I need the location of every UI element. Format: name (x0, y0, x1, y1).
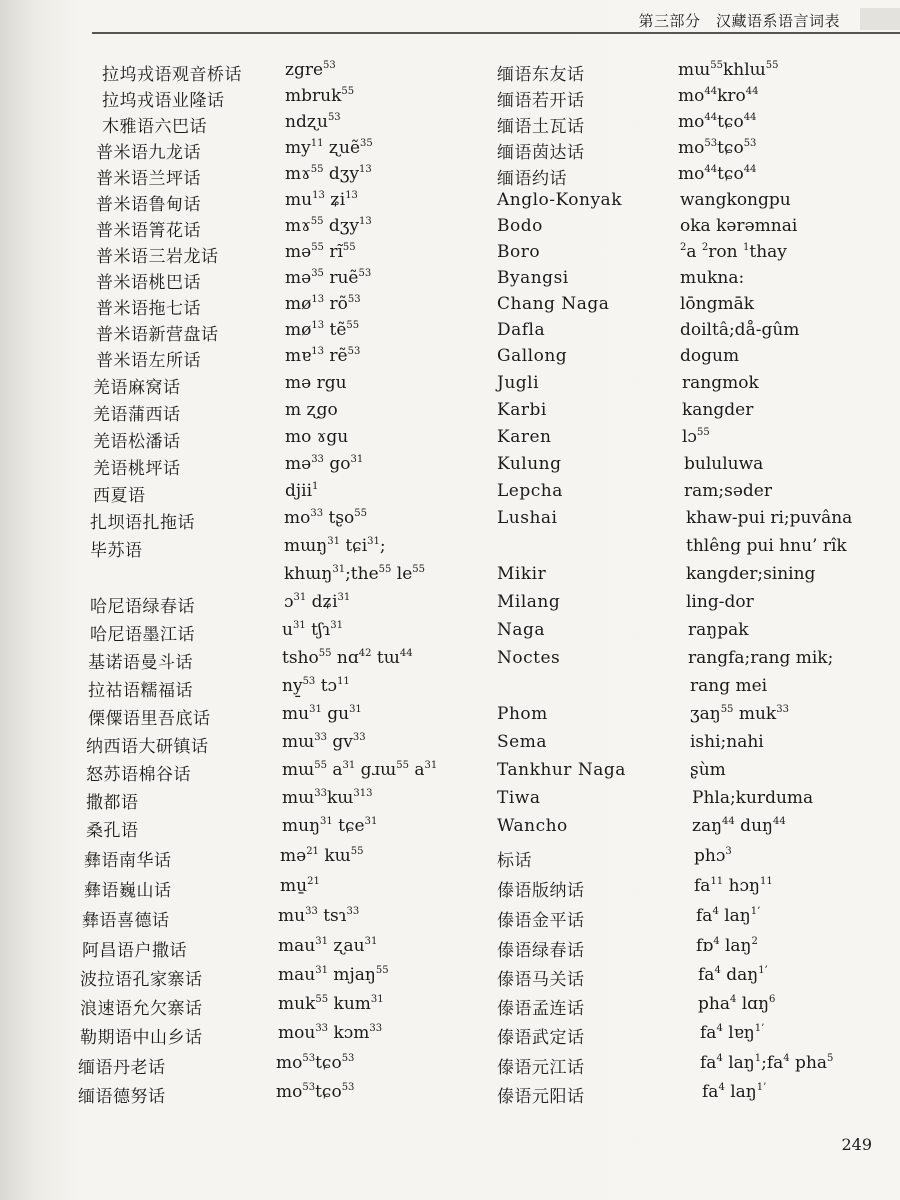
right-word-form: kangder;sining (686, 564, 816, 584)
right-language-name: 傣语马关话 (497, 970, 585, 990)
left-word-form: mɐ$^{13}$ rẽ$^{53}$ (285, 346, 361, 366)
left-word-form: $u^{31}$ tʃɿ$^{31}$ (282, 620, 343, 640)
left-word-form: mɤ$^{55}$ dʒy$^{13}$ (285, 164, 372, 184)
right-language-name: Karen (497, 427, 552, 447)
left-language-name: 羌语桃坪话 (93, 459, 181, 479)
left-language-name: 普米语左所话 (96, 351, 201, 371)
left-word-form: mu̱$^{21}$ (280, 876, 320, 896)
left-language-name: 普米语新营盘话 (96, 325, 219, 345)
left-word-form: mou$^{33}$ kɔm$^{33}$ (278, 1023, 383, 1043)
right-word-form: $fa^4$ laŋ$^{1’}$ (696, 906, 761, 926)
left-word-form: mɤ$^{55}$ dʒy$^{13}$ (285, 216, 372, 236)
right-language-name: 缅语约话 (497, 169, 567, 189)
right-language-name: 傣语元阳话 (497, 1087, 585, 1107)
right-word-form: rangmok (682, 373, 759, 393)
right-language-name: Boro (497, 242, 541, 262)
right-language-name: 缅语茵达话 (497, 143, 585, 163)
left-language-name: 波拉语孔家寨话 (80, 970, 203, 990)
right-word-form: ling-dor (686, 592, 754, 612)
left-language-name: 普米语拖七话 (96, 299, 201, 319)
right-word-form: pha$^4$ lɑŋ$^6$ (698, 994, 776, 1014)
right-word-form: $mo^{44}tɕo^{44}$ (678, 164, 757, 184)
left-language-name: 彝语南华话 (84, 851, 172, 871)
left-word-form: mə$^{35}$ ruẽ$^{53}$ (285, 268, 372, 288)
left-word-form: mə$^{55}$ $rĩ^{55}$ (285, 242, 356, 262)
left-language-name: 普米语桃巴话 (96, 273, 201, 293)
left-word-form: mə$^{21}$ kɯ$^{55}$ (280, 846, 364, 866)
right-language-name: Tankhur Naga (497, 760, 626, 780)
left-language-name: 撒都语 (86, 793, 139, 813)
left-word-form: ny̱$^{53}$ tɔ$^{11}$ (282, 676, 350, 696)
left-language-name: 木雅语六巴话 (102, 117, 207, 137)
left-word-form: $mo^{53}tɕo^{53}$ (276, 1082, 355, 1102)
right-word-form: ishi;nahi (690, 732, 764, 752)
left-language-name: 毕苏语 (90, 541, 143, 561)
left-language-name: 怒苏语棉谷话 (86, 765, 191, 785)
left-word-form: muk$^{55}$ kum$^{31}$ (278, 994, 384, 1014)
right-language-name: Dafla (497, 320, 546, 340)
right-language-name: Wancho (497, 816, 568, 836)
right-language-name: Noctes (497, 648, 561, 668)
right-word-form: $fa^4$ daŋ$^{1’}$ (698, 965, 768, 985)
left-language-name: 哈尼语绿春话 (90, 597, 195, 617)
right-language-name: 傣语孟连话 (497, 999, 585, 1019)
right-language-name: 傣语元江话 (497, 1058, 585, 1078)
left-word-form: khɯŋ$^{31}$;the$^{55}$ $le^{55}$ (284, 564, 426, 584)
left-word-form: zgre$^{53}$ (285, 60, 336, 80)
left-language-name: 普米语鲁甸话 (96, 195, 201, 215)
left-word-form: mɯŋ$^{31}$ tɕi$^{31}$; (284, 536, 386, 556)
header-title: 第三部分 汉藏语系语言词表 (638, 12, 840, 30)
right-language-name: 傣语版纳话 (497, 881, 585, 901)
left-language-name: 彝语喜德话 (82, 911, 170, 931)
right-language-name: Gallong (497, 346, 568, 366)
right-word-form: kangder (682, 400, 754, 420)
left-language-name: 浪速语允欠寨话 (80, 999, 203, 1019)
right-language-name: Naga (497, 620, 546, 640)
left-language-name: 缅语丹老话 (78, 1058, 166, 1078)
right-word-form: $^2$a $^2$ron $^1$thay (680, 242, 787, 262)
left-language-name: 普米语箐花话 (96, 221, 201, 241)
right-word-form: phɔ$^3$ (694, 846, 732, 866)
right-language-name: 傣语武定话 (497, 1028, 585, 1048)
right-word-form: khaw-pui ri;puvâna (686, 508, 853, 528)
right-language-name: Phom (497, 704, 548, 724)
left-word-form: ɔ$^{31}$ dʑi$^{31}$ (284, 592, 351, 612)
right-language-name: Lepcha (497, 481, 563, 501)
right-language-name: Milang (497, 592, 561, 612)
right-language-name: 傣语绿春话 (497, 941, 585, 961)
right-language-name: Lushai (497, 508, 558, 528)
left-language-name: 普米语兰坪话 (96, 169, 201, 189)
right-language-name: Mikir (497, 564, 547, 584)
right-word-form: ram;səder (684, 481, 772, 501)
left-word-form: $mu^{33}$ tsɿ$^{33}$ (278, 906, 360, 926)
left-word-form: mau$^{31}$ mjaŋ$^{55}$ (278, 965, 389, 985)
left-language-name: 拉祜语糯福话 (88, 681, 193, 701)
right-word-form: lɔ$^{55}$ (682, 427, 710, 447)
right-word-form: ʒaŋ$^{55}$ muk$^{33}$ (690, 704, 789, 724)
running-header (92, 8, 900, 34)
left-language-name: 缅语德努话 (78, 1087, 166, 1107)
right-word-form: rangfa;rang mik; (688, 648, 834, 668)
left-language-name: 阿昌语户撒话 (82, 941, 187, 961)
left-language-name: 拉坞戎语业隆话 (102, 91, 225, 111)
left-language-name: 桑孔语 (86, 821, 139, 841)
left-word-form: $my^{11}$ ʐuẽ$^{35}$ (285, 138, 373, 158)
right-language-name: Sema (497, 732, 547, 752)
left-language-name: 普米语九龙话 (96, 143, 201, 163)
right-language-name: Jugli (497, 373, 540, 393)
right-language-name: Byangsi (497, 268, 569, 288)
left-word-form: $mo^{33}$ tʂo$^{55}$ (284, 508, 368, 528)
left-word-form: $mo^{53}tɕo^{53}$ (276, 1053, 355, 1073)
left-word-form: mɯ$^{33}$kɯ$^{313}$ (282, 788, 373, 808)
right-word-form: wangkongpu (680, 190, 791, 210)
left-language-name: 羌语松潘话 (93, 432, 181, 452)
left-word-form: muŋ$^{31}$ tɕe$^{31}$ (282, 816, 378, 836)
left-language-name: 羌语蒲西话 (93, 405, 181, 425)
left-word-form: mɯ$^{55}$ $a^{31}$ gɹɯ$^{55}$ $a^{31}$ (282, 760, 438, 780)
right-word-form: fɒ$^4$ laŋ$^2$ (696, 936, 758, 956)
left-word-form: mau$^{31}$ ʐau$^{31}$ (278, 936, 378, 956)
right-language-name: 缅语土瓦话 (497, 117, 585, 137)
left-language-name: 普米语三岩龙话 (96, 247, 219, 267)
right-language-name: Karbi (497, 400, 547, 420)
left-language-name: 羌语麻窝话 (93, 378, 181, 398)
right-language-name: 标话 (497, 851, 532, 871)
left-word-form: mə rgu (285, 373, 347, 393)
right-word-form: $mo^{53}tɕo^{53}$ (678, 138, 757, 158)
left-language-name: 西夏语 (93, 486, 146, 506)
left-word-form: mə$^{33}$ $go^{31}$ (285, 454, 364, 474)
left-word-form: m ʐgo (285, 400, 338, 420)
right-word-form: bululuwa (684, 454, 764, 474)
right-word-form: ʂùm (690, 760, 726, 780)
right-word-form: mɯ$^{55}$khlɯ$^{55}$ (678, 60, 779, 80)
right-language-name: Chang Naga (497, 294, 610, 314)
page-number: 249 (841, 1135, 872, 1154)
left-language-name: 基诺语曼斗话 (88, 653, 193, 673)
left-word-form: mbruk$^{55}$ (285, 86, 355, 106)
right-language-name: Kulung (497, 454, 562, 474)
right-word-form: oka kərəmnai (680, 216, 798, 236)
header-edge-tab (860, 8, 900, 30)
right-word-form: $fa^4$ laŋ$^{1’}$ (702, 1082, 767, 1102)
right-word-form: $fa^{11}$ hɔŋ$^{11}$ (694, 876, 773, 896)
left-language-name: 哈尼语墨江话 (90, 625, 195, 645)
left-word-form: $mø^{13}$ $rõ^{53}$ (285, 294, 361, 314)
right-word-form: mukna: (680, 268, 745, 288)
right-language-name: Bodo (497, 216, 543, 236)
left-word-form: mɯ$^{33}$ $gv^{33}$ (282, 732, 366, 752)
left-word-form: $mu^{31}$ $gu^{31}$ (282, 704, 362, 724)
right-word-form: rang mei (690, 676, 768, 696)
left-language-name: 勒期语中山乡话 (80, 1028, 203, 1048)
right-language-name: Tiwa (497, 788, 541, 808)
right-language-name: 缅语东友话 (497, 65, 585, 85)
right-word-form: raŋpak (688, 620, 749, 640)
left-language-name: 傈僳语里吾底话 (88, 709, 211, 729)
right-word-form: dogum (680, 346, 740, 366)
left-word-form: $mø^{13}$ tẽ$^{55}$ (285, 320, 360, 340)
left-language-name: 纳西语大研镇话 (86, 737, 209, 757)
left-language-name: 扎坝语扎拖话 (90, 513, 195, 533)
left-word-form: $mu^{13}$ ʑi$^{13}$ (285, 190, 358, 210)
right-word-form: $mo^{44}tɕo^{44}$ (678, 112, 757, 132)
left-language-name: 彝语巍山话 (84, 881, 172, 901)
right-word-form: thlêng pui hnu’ rîk (686, 536, 847, 556)
right-word-form: $fa^4$ lɐŋ$^{1’}$ (700, 1023, 765, 1043)
left-word-form: djii$^1$ (285, 481, 319, 501)
right-word-form: $fa^4$ $laŋ^1;fa^4$ pha$^5$ (700, 1053, 834, 1073)
right-word-form: Phla;kurduma (692, 788, 814, 808)
left-word-form: tsho$^{55}$ nɑ$^{42}$ tɯ$^{44}$ (282, 648, 413, 668)
right-word-form: $mo^{44}kro^{44}$ (678, 86, 759, 106)
right-language-name: Anglo-Konyak (497, 190, 622, 210)
right-word-form: doiltâ;då-gûm (680, 320, 800, 340)
right-language-name: 缅语若开话 (497, 91, 585, 111)
left-word-form: ndʐu$^{53}$ (285, 112, 341, 132)
right-word-form: zaŋ$^{44}$ duŋ$^{44}$ (692, 816, 786, 836)
left-word-form: mo ɤgu (285, 427, 349, 447)
left-language-name: 拉坞戎语观音桥话 (102, 65, 242, 85)
right-language-name: 傣语金平话 (497, 911, 585, 931)
right-word-form: lōngmāk (680, 294, 755, 314)
